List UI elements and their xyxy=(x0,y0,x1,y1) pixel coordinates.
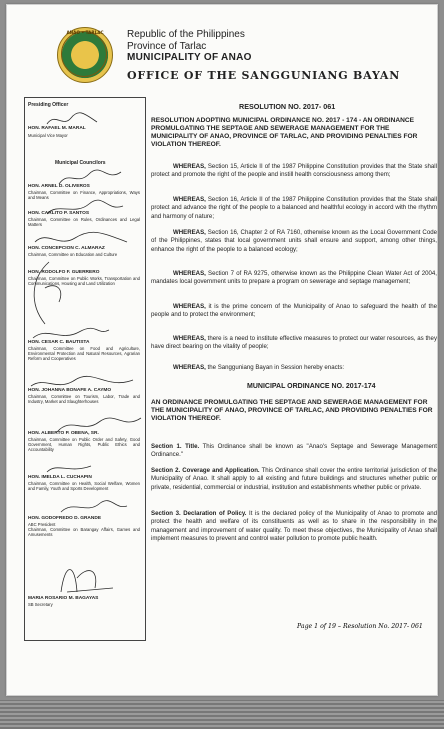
ordinance-section: Section 1. Title. This Ordinance shall be known as "Anao's Septage and Sewerage Management Ordinance." xyxy=(151,443,437,459)
presiding-role: Municipal Vice Mayor xyxy=(28,133,68,138)
signature-councilor-9 xyxy=(59,498,129,516)
whereas-clause: WHEREAS, there is a need to institute effective measures to protect our water resources, as they have direct bearing on the vitality of people; xyxy=(151,335,437,351)
ordinance-section: Section 3. Declaration of Policy. It is the declared policy of the Municipality of Anao to promote and protect the health and welfare of its constituents as well as to share in the responsibility in the management and improvement of water quality. To meet these objectives, the Municipality of Anao shall implement measures to prevent and control water pollution to promote public health. xyxy=(151,510,437,543)
member-name: HON. CARLITO P. SANTOS xyxy=(28,211,90,216)
signature-councilor-8 xyxy=(45,460,95,476)
seal-text: ANAO • TARLAC xyxy=(66,30,104,35)
member-role: Chairman, Committee on Education and Culture xyxy=(28,252,118,257)
member-name: HON. ARNEL D. OLIVEROS xyxy=(28,184,90,189)
member-role: Chairman, Committee on Food and Agriculture, Environmental Protection and Natural Resources, Agrarian Reform and Cooperatives xyxy=(28,346,140,362)
resolution-number: RESOLUTION NO. 2017- 061 xyxy=(239,102,336,111)
secretary-name: MARIA ROSARIO M. BAGAYAS xyxy=(28,596,99,601)
header-republic: Republic of the Philippines xyxy=(127,29,245,40)
whereas-clause: WHEREAS, Section 15, Article II of the 1987 Philippine Constitution provides that the State shall protect and promote the right of the people and instill health consciousness among them; xyxy=(151,163,437,179)
whereas-clause: WHEREAS, Section 16, Article II of the 1987 Philippine Constitution provides that the State shall protect and advance the right of the people to a balanced and healthful ecology in accord with the rhythm and harmony of nature; xyxy=(151,196,437,220)
signature-secretary xyxy=(55,558,115,598)
presiding-name: HON. RAFAEL M. MARAL xyxy=(28,126,86,131)
document-page xyxy=(6,4,438,696)
member-role: Chairman, Committee on Health, Social Welfare, Women and Family, Youth and Sports Development xyxy=(28,481,140,492)
member-name: HON. CESAR C. BAUTISTA xyxy=(28,340,90,345)
member-role: Chairman, Committee on Public Works, Transportation and Communications, Housing and Land Utilization xyxy=(28,276,140,287)
member-name: HON. IMELDA L. CUCHAPIN xyxy=(28,475,92,480)
member-role: Chairman, Committee on Tourism, Labor, Trade and Industry, Market and Slaughterhouses xyxy=(28,394,140,405)
whereas-clause: WHEREAS, Section 16, Chapter 2 of RA 7160, otherwise known as the Local Government Code of the Philippines, states that local government units shall ensure and support, among other things, enhance the right of the people to a balanced ecology; xyxy=(151,229,437,253)
whereas-clause: WHEREAS, Section 7 of RA 9275, otherwise known as the Philippine Clean Water Act of 2004, mandates local government units to prepare a program on sewerage and septage management; xyxy=(151,270,437,286)
secretary-role: SB Secretary xyxy=(28,602,53,607)
scan-edge-strip xyxy=(0,700,444,729)
member-role: ABC President Chairman, Committee on Barangay Affairs, Games and Amusements xyxy=(28,522,140,538)
signature-councilor-4 xyxy=(25,258,75,328)
member-role: Chairman, Committee on Public Order and Safety, Good Government, Human Rights, Public Ethics and Accountability xyxy=(28,437,140,453)
member-name: HON. CONCEPCION C. ALMARAZ xyxy=(28,246,105,251)
whereas-clause: WHEREAS, it is the prime concern of the Municipality of Anao to safeguard the health of the people and to protect the environment; xyxy=(151,303,437,319)
ordinance-number: MUNICIPAL ORDINANCE NO. 2017-174 xyxy=(247,383,376,390)
member-name: HON. GODOFREDO D. GRANDE xyxy=(28,516,102,521)
page-footer: Page 1 of 19 – Resolution No. 2017- 061 xyxy=(297,623,423,630)
seal-ring xyxy=(61,31,107,77)
ordinance-section: Section 2. Coverage and Application. This Ordinance shall cover the entire territorial jurisdiction of the Municipality of Anao. It shall apply to all existing and future buildings and structures whether public or private, residential, commercial or industrial, institution and establishments whether public or private. xyxy=(151,467,437,491)
member-role: Chairman, Committee on Rules, Ordinances and Legal Matters xyxy=(28,217,140,228)
member-role: Chairman, Committee on Finance, Appropriations, Ways and Means xyxy=(28,190,140,201)
whereas-clause: WHEREAS, the Sangguniang Bayan in Session hereby enacts: xyxy=(173,364,345,371)
resolution-title: RESOLUTION ADOPTING MUNICIPAL ORDINANCE NO. 2017 - 174 - AN ORDINANCE PROMULGATING THE SEPTAGE AND SEWERAGE MANAGEMENT FOR THE MUNICIPALITY OF ANAO, PROVINCE OF TARLAC, AND PROVIDING PENALTIES FOR VIOLATION THEREOF. xyxy=(151,117,418,148)
officials-sidebar xyxy=(24,97,146,641)
member-name: HON. JOHANNA BONAFE A. CAYMO xyxy=(28,388,112,393)
header-office: OFFICE OF THE SANGGUNIANG BAYAN xyxy=(127,69,401,82)
municipal-seal xyxy=(57,27,113,83)
presiding-officer-title: Presiding Officer xyxy=(28,102,69,108)
member-name: HON. ALBERTO P. OBENA, SR. xyxy=(28,431,99,436)
header-municipality: MUNICIPALITY OF ANAO xyxy=(127,52,252,63)
councilors-title: Municipal Councilors xyxy=(55,160,106,166)
member-name: HON. RODOLFO F. GUERRERO xyxy=(28,270,100,275)
header-province: Province of Tarlac xyxy=(127,41,207,52)
ordinance-title: AN ORDINANCE PROMULGATING THE SEPTAGE AND SEWERAGE MANAGEMENT FOR THE MUNICIPALITY OF ANAO, PROVINCE OF TARLAC, AND PROVIDING PENALTIES FOR VIOLATION THEREOF. xyxy=(151,399,433,422)
